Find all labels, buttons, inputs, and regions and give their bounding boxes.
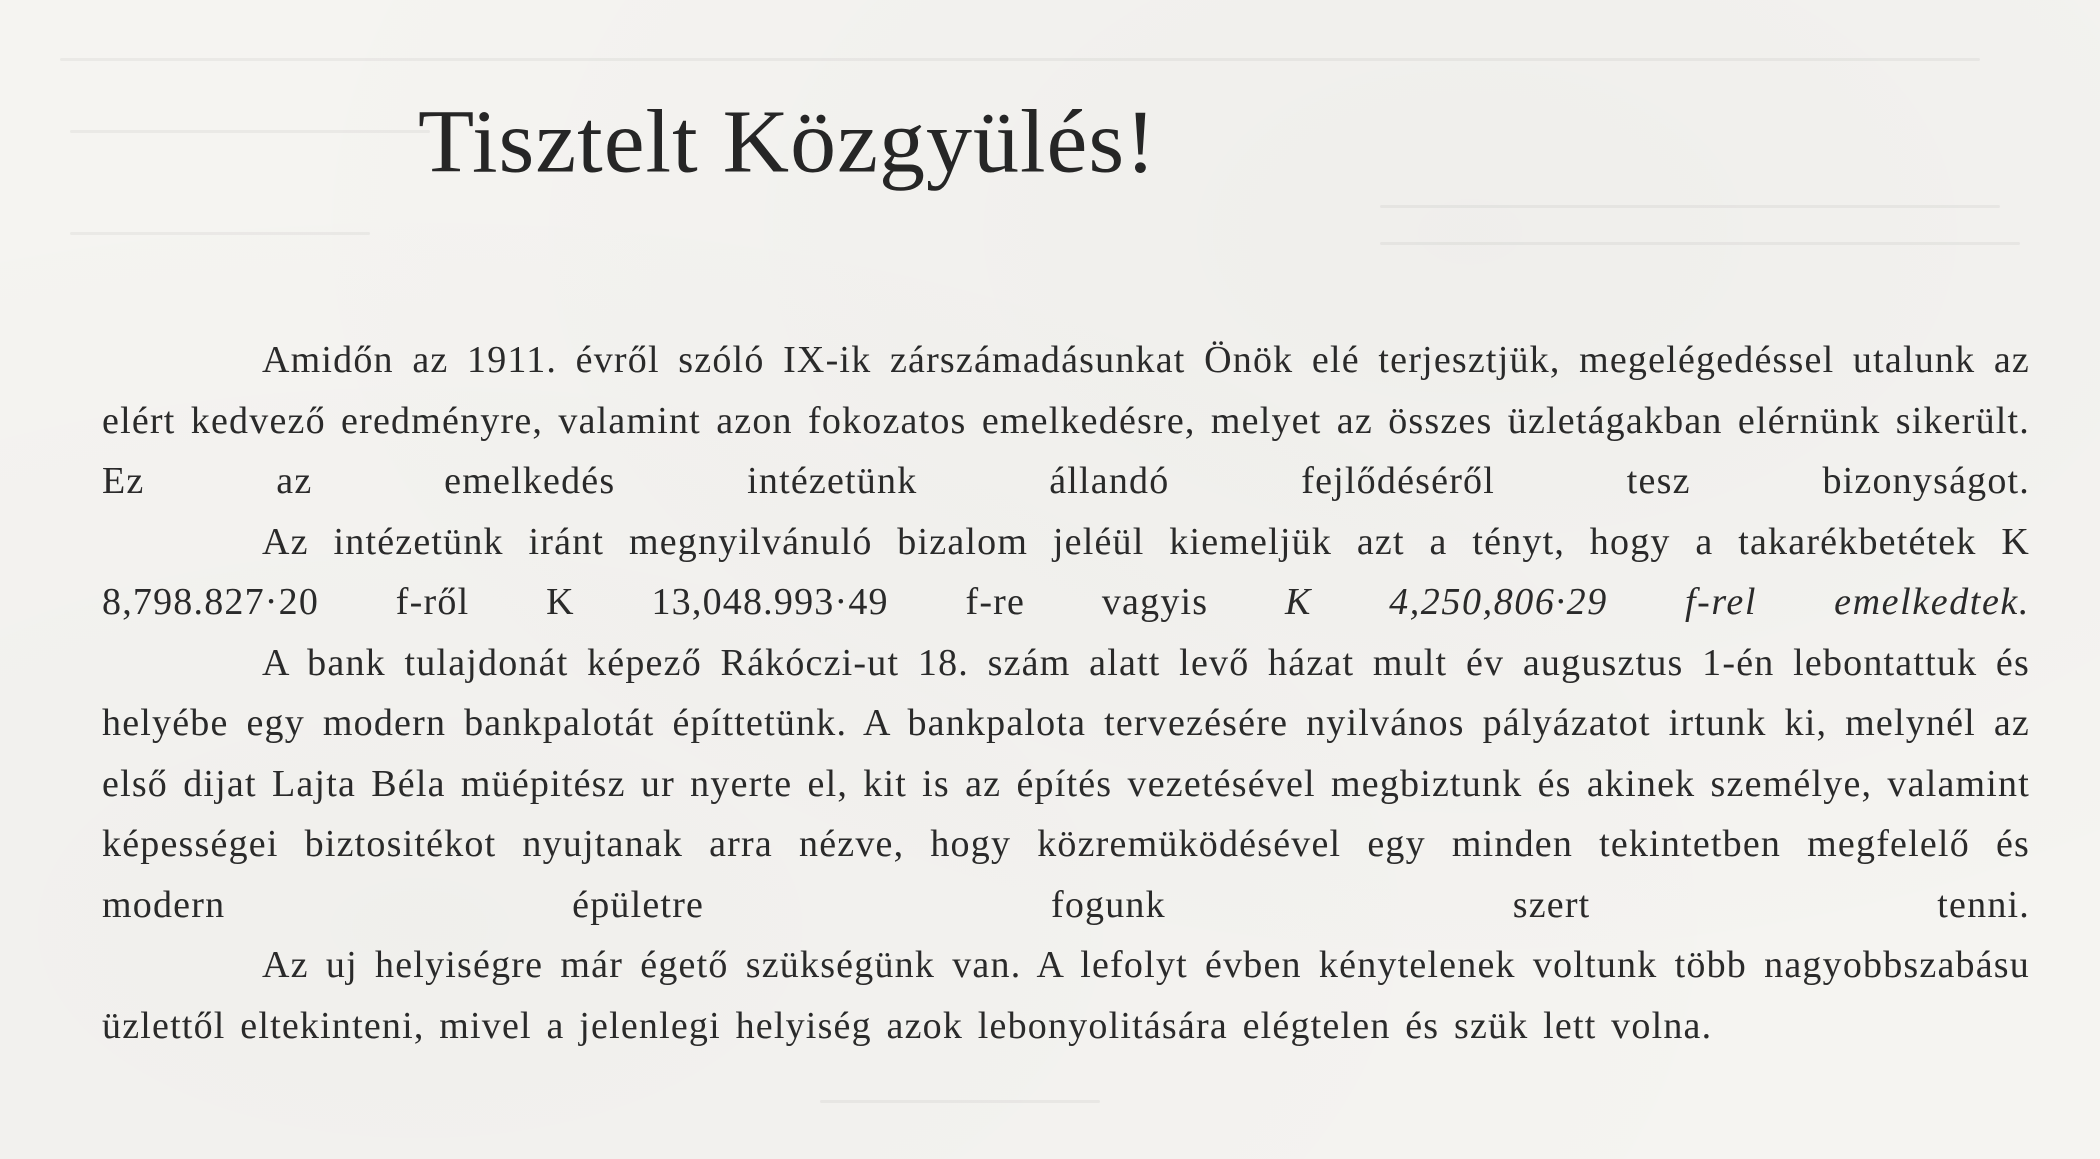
bleed-through-mark xyxy=(1380,205,2000,208)
bleed-through-mark xyxy=(60,58,1980,61)
page-title: Tisztelt Közgyülés! xyxy=(418,91,1157,191)
paragraph-2-emphasis: K 4,250,806·29 f-rel emelkedtek. xyxy=(1285,581,2030,623)
paragraph-2-text: Az intézetünk iránt megnyilvánuló bizalom jeléül kiemeljük azt a tényt, hogy a takarékbetétek K 8,798.827·20 f-ről K 13,048.993·49 f-re vagyis xyxy=(102,520,2030,623)
paragraph-2 xyxy=(102,512,2030,633)
bleed-through-mark xyxy=(70,130,430,133)
paragraph-1: Amidőn az 1911. évről szóló IX-ik zárszámadásunkat Önök elé terjesztjük, megelégedéssel utalunk az elért kedvező eredményre, valamint azon fokozatos emelkedésre, melyet az összes üzletágakban elérnünk sikerült. Ez az emelkedés intézetünk állandó fejlődéséről tesz bizonyságot. xyxy=(102,339,2030,502)
bleed-through-mark xyxy=(1380,242,2020,245)
bleed-through-mark xyxy=(820,1100,1100,1103)
bleed-through-mark xyxy=(70,232,370,235)
document-body xyxy=(102,330,2030,1056)
paragraph-4: Az uj helyiségre már égető szükségünk van. A lefolyt évben kénytelenek voltunk több nagyobbszabásu üzlettől eltekinteni, mivel a jelenlegi helyiség azok lebonyolitására elégtelen és szük lett volna. xyxy=(102,944,2030,1047)
paragraph-3: A bank tulajdonát képező Rákóczi-ut 18. szám alatt levő házat mult év augusztus 1-én lebontattuk és helyébe egy modern bankpalotát építtetünk. A bankpalota tervezésére nyilvános pályázatot irtunk ki, melynél az első dijat Lajta Béla müépitész ur nyerte el, kit is az építés vezetésével megbiztunk és akinek személye, valamint képességei biztositékot nyujtanak arra nézve, hogy közremüködésével egy minden tekintetben megfelelő és modern épületre fogunk szert tenni. xyxy=(102,641,2030,926)
